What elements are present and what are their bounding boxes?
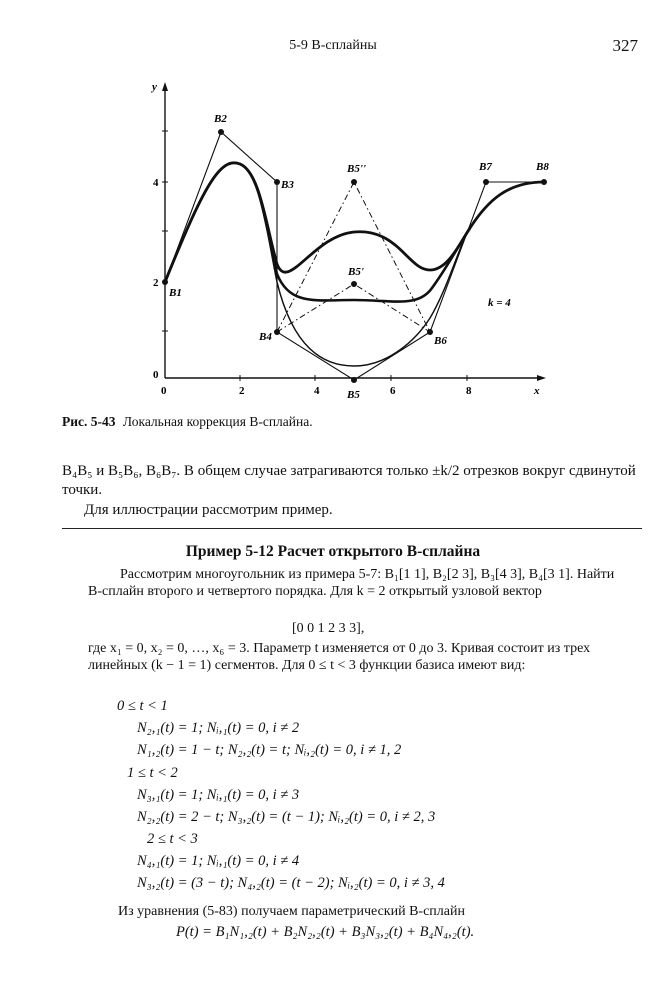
x-tick-2: 2 <box>239 385 245 397</box>
y-tick-2: 2 <box>153 277 159 289</box>
point-b4 <box>274 329 280 335</box>
point-b5 <box>351 377 357 383</box>
point-b7 <box>483 179 489 185</box>
y-tick-4: 4 <box>153 177 159 189</box>
label-b5dblprime: B5'' <box>347 163 366 175</box>
x-tick-4: 4 <box>314 385 320 397</box>
y-axis-arrow <box>162 82 168 91</box>
x-tick-6: 6 <box>390 385 396 397</box>
label-b5: B5 <box>347 389 360 401</box>
label-b3: B3 <box>281 179 294 191</box>
y-ticks <box>153 131 168 381</box>
section-rule <box>62 528 642 529</box>
eq-range-2: 1 ≤ t < 2 <box>127 765 178 781</box>
eq-line-4: N₂,₂(t) = 2 − t; N₃,₂(t) = (t − 1); Nᵢ,₂(t) = 0, i ≠ 2, 3 <box>137 809 436 825</box>
label-b6: B6 <box>434 335 447 347</box>
annotation-k: k = 4 <box>488 297 511 309</box>
eq-line-2: N₁,₂(t) = 1 − t; N₂,₂(t) = t; Nᵢ,₂(t) = 0, i ≠ 1, 2 <box>137 742 402 758</box>
example-heading: Пример 5-12 Расчет открытого В-сплайна <box>185 543 481 560</box>
running-header: 5-9 В-сплайны <box>289 38 377 53</box>
eq-range-1: 0 ≤ t < 1 <box>117 698 168 714</box>
figure-caption <box>62 414 313 430</box>
after-knot-text: где x₁ = 0, x₂ = 0, …, x₆ = 3. Параметр t изменяется от 0 до 3. Кривая состоит из трех линейных (k − 1 = 1) сегментов. Для 0 ≤ t < 3 функции базиса имеют вид: <box>88 641 591 673</box>
caption-text: Локальная коррекция В-сплайна. <box>122 414 313 429</box>
eq-line-6: N₃,₂(t) = (3 − t); N₄,₂(t) = (t − 2); Nᵢ,₂(t) = 0, i ≠ 3, 4 <box>137 875 445 891</box>
x-tick-0: 0 <box>161 385 167 397</box>
page-number: 327 <box>612 36 638 55</box>
knot-vector: [0 0 1 2 3 3], <box>292 621 365 636</box>
x-axis-label: x <box>534 385 540 397</box>
caption-label: Рис. 5-43 <box>62 414 116 429</box>
point-b5prime <box>351 281 357 287</box>
y-axis-label: y <box>152 81 157 93</box>
eq-range-3: 2 ≤ t < 3 <box>147 831 198 847</box>
label-b1: B1 <box>169 287 182 299</box>
label-b8: B8 <box>536 161 549 173</box>
example-body: Рассмотрим многоугольник из примера 5-7: B₁[1 1], B₂[2 3], B₃[4 3], B₄[3 1]. Найти В-сплайн второго и четвертого порядка. Для k = 2 открытый узловой вектор <box>88 567 615 599</box>
label-b5prime: B5' <box>348 266 364 278</box>
x-axis-arrow <box>537 375 546 381</box>
label-b7: B7 <box>479 161 492 173</box>
point-b2 <box>218 129 224 135</box>
x-tick-8: 8 <box>466 385 472 397</box>
y-tick-0: 0 <box>153 369 159 381</box>
point-b8 <box>541 179 547 185</box>
final-equation: P(t) = B₁N₁,₂(t) + B₂N₂,₂(t) + B₃N₃,₂(t) + B₄N₄,₂(t). <box>176 924 475 940</box>
eq-line-3: N₃,₁(t) = 1; Nᵢ,₁(t) = 0, i ≠ 3 <box>137 787 300 803</box>
bspline-figure <box>148 78 568 408</box>
eq-line-5: N₄,₁(t) = 1; Nᵢ,₁(t) = 0, i ≠ 4 <box>137 853 300 869</box>
point-b3 <box>274 179 280 185</box>
control-polygon-b5prime <box>277 284 430 332</box>
label-b4: B4 <box>259 331 272 343</box>
from-equation-text: Из уравнения (5-83) получаем параметрический В-сплайн <box>118 904 465 919</box>
point-b5dblprime <box>351 179 357 185</box>
paragraph-continuation: B₄B₅ и B₅B₆, B₆B₇. В общем случае затрагиваются только ±k/2 отрезков вокруг сдвинутой точки. <box>62 463 636 498</box>
point-b1 <box>162 279 168 285</box>
paragraph-intro: Для иллюстрации рассмотрим пример. <box>84 502 333 518</box>
point-b6 <box>427 329 433 335</box>
label-b2: B2 <box>214 113 227 125</box>
eq-line-1: N₂,₁(t) = 1; Nᵢ,₁(t) = 0, i ≠ 2 <box>137 720 300 736</box>
